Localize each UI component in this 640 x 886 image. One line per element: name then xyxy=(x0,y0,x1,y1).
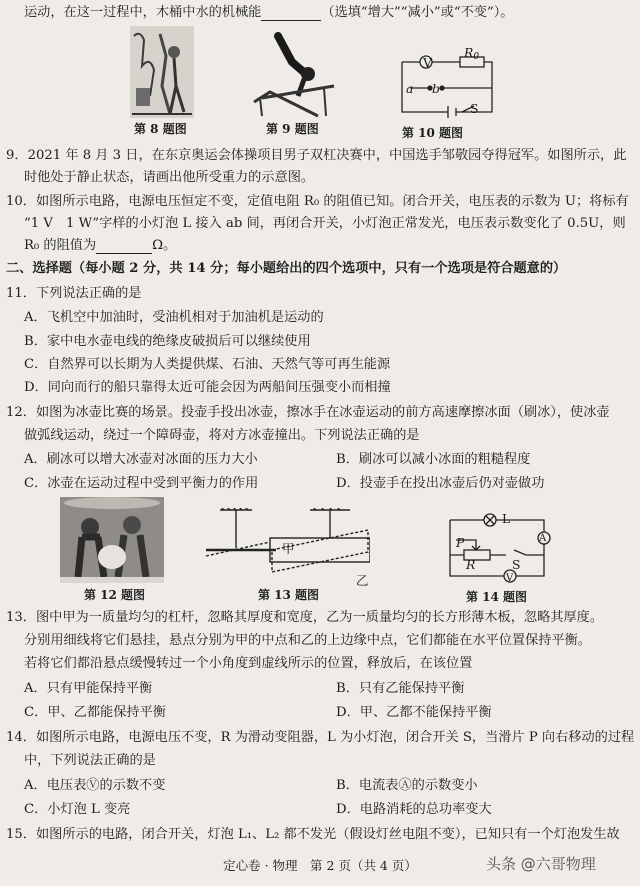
q10-line3: R₀ 的阻值为 Ω。 xyxy=(24,238,177,253)
fig13-label-yi: 乙 xyxy=(356,573,369,588)
watermark: 头条 @六哥物理 xyxy=(486,855,596,873)
fig12-curling-photo xyxy=(60,497,164,583)
q11-option-c[interactable]: C．自然界可以长期为人类提供煤、石油、天然气等可再生能源 xyxy=(24,357,391,372)
exam-page: 运动，在这一过程中，木桶中水的机械能 （选填“增大”“减小”或“不变”）。 第 8 题图 第 9 题图 V $R_0$ a b S 第 10 题图 9．2021 年 8 月 3 日，在东京奥运会体操项目男子双杠决赛中，中国选手邹敬园夺得冠军。如图所示，此 时他处于静止状态，请画出他所受重力的示意图。 10．如图所示电路，电源电压恒定不变，定值电阻 R₀ 的阻值已知。闭合开关，电压表的示数为 U；将标有 “1 V 1 W”字样的小灯泡 L 接入 ab 间，再闭合开关，小灯泡正常发光，电压表示数变化了 0.5U，则 R₀ 的阻值为 Ω。 二、选择题（每小题 2 分，共 14 分；每小题给出的四个选项中，只有一个选项是符合题意的） 11．下列说法正确的是 A．飞机空中加油时，受油机相对于加油机是运动的 B．家中电水壶电线的绝缘皮破损后可以继续使用 C．自然界可以长期为人类提供煤、石油、天然气等可再生能源 D．同向而行的船只靠得太近可能会因为两船间压强变小而相撞 12．如图为冰壶比赛的场景。投壶手投出冰壶，擦冰手在冰壶运动的前方高速摩擦冰面（刷冰），使冰壶 做弧线运动，绕过一个障碍壶，将对方冰壶撞出。下列说法正确的是 A．刷冰可以增大冰壶对冰面的压力大小 B．刷冰可以减小冰面的粗糙程度 C．冰壶在运动过程中受到平衡力的作用 D．投壶手在投出冰壶后仍对壶做功 第 12 题图 甲 乙 第 13 题图 L A P R S V 第 14 题图 13．图中甲为一质量均匀的杠杆，忽略其厚度和宽度，乙为一质量均匀的长方形薄木板，忽略其厚度。 分别用细线将它们悬挂，悬点分别为甲的中点和乙的上边缘中点，它们都能在水平位置保持平衡。 若将它们都沿悬点缓慢转过一个小角度到虚线所示的位置，释放后，在该位置 A．只有甲能保持平衡 B．只有乙能保持平衡 C．甲、乙都能保持平衡 D．甲、乙都不能保持平衡 14．如图所示电路，电源电压不变，R 为滑动变阻器，L 为小灯泡，闭合开关 S，当滑片 P 向右移动的过程 中，下列说法正确的是 A．电压表Ⓥ的示数不变 B．电流表Ⓐ的示数变小 C．小灯泡 L 变亮 D．电路消耗的总功率变大 15．如图所示的电路，闭合开关，灯泡 L₁、L₂ 都不发光（假设灯丝电阻不变），已知只有一个灯泡发生故 定心卷 · 物理 第 2 页（共 4 页） 头条 @六哥物理 xyxy=(0,0,640,886)
q13-option-b[interactable]: B．只有乙能保持平衡 xyxy=(336,681,465,696)
caption-fig9: 第 9 题图 xyxy=(266,122,319,136)
q13-line3: 若将它们都沿悬点缓慢转过一个小角度到虚线所示的位置，释放后，在该位置 xyxy=(24,656,473,671)
caption-fig8: 第 8 题图 xyxy=(134,122,187,136)
q12-option-d[interactable]: D．投壶手在投出冰壶后仍对壶做功 xyxy=(336,476,545,491)
caption-fig14: 第 14 题图 xyxy=(466,590,528,604)
q12-line2: 做弧线运动，绕过一个障碍壶，将对方冰壶撞出。下列说法正确的是 xyxy=(24,428,420,443)
q13-line2: 分别用细线将它们悬挂，悬点分别为甲的中点和乙的上边缘中点，它们都能在水平位置保持平衡。 xyxy=(24,633,592,648)
q12-option-b[interactable]: B．刷冰可以减小冰面的粗糙程度 xyxy=(336,452,531,467)
q11-stem: 11．下列说法正确的是 xyxy=(6,286,142,301)
q14-option-c[interactable]: C．小灯泡 L 变亮 xyxy=(24,802,131,817)
fig9-parallel-bars xyxy=(248,32,338,118)
caption-fig13: 第 13 题图 xyxy=(258,588,320,602)
q11-option-b[interactable]: B．家中电水壶电线的绝缘皮破损后可以继续使用 xyxy=(24,334,311,349)
answer-blank[interactable] xyxy=(261,20,321,21)
q13-option-c[interactable]: C．甲、乙都能保持平衡 xyxy=(24,705,166,720)
caption-fig12: 第 12 题图 xyxy=(84,588,146,602)
q14-option-b[interactable]: B．电流表Ⓐ的示数变小 xyxy=(336,778,478,793)
q14-line2: 中，下列说法正确的是 xyxy=(24,753,156,768)
fig8-image xyxy=(130,26,194,118)
fig10-label-r: $R_0$ xyxy=(464,45,480,62)
q11-option-a[interactable]: A．飞机空中加油时，受油机相对于加油机是运动的 xyxy=(24,310,324,325)
q7-line: 运动，在这一过程中，木桶中水的机械能 （选填“增大”“减小”或“不变”）。 xyxy=(24,5,514,20)
q10-line2: “1 V 1 W”字样的小灯泡 L 接入 ab 间，再闭合开关，小灯泡正常发光，电压表示数变化了 0.5U，则 xyxy=(24,216,626,231)
q9-line1: 9．2021 年 8 月 3 日，在东京奥运会体操项目男子双杠决赛中，中国选手邹敬园夺得冠军。如图所示，此 xyxy=(6,148,627,163)
q14-option-d[interactable]: D．电路消耗的总功率变大 xyxy=(336,802,492,817)
q12-option-c[interactable]: C．冰壶在运动过程中受到平衡力的作用 xyxy=(24,476,259,491)
section-title: 二、选择题（每小题 2 分，共 14 分；每小题给出的四个选项中，只有一个选项是符合题意的） xyxy=(6,261,567,276)
q11-option-d[interactable]: D．同向而行的船只靠得太近可能会因为两船间压强变小而相撞 xyxy=(24,380,391,395)
q9-line2: 时他处于静止状态，请画出他所受重力的示意图。 xyxy=(24,170,315,185)
q13-option-a[interactable]: A．只有甲能保持平衡 xyxy=(24,681,153,696)
q10-line1: 10．如图所示电路，电源电压恒定不变，定值电阻 R₀ 的阻值已知。闭合开关，电压表的示数为 U；将标有 xyxy=(6,194,629,209)
q13-option-d[interactable]: D．甲、乙都不能保持平衡 xyxy=(336,705,492,720)
q14-option-a[interactable]: A．电压表Ⓥ的示数不变 xyxy=(24,778,166,793)
q15-line1: 15．如图所示的电路，闭合开关，灯泡 L₁、L₂ 都不发光（假设灯丝电阻不变），已知只有一个灯泡发生故 xyxy=(6,827,620,842)
answer-blank[interactable] xyxy=(96,253,152,254)
q13-line1: 13．图中甲为一质量均匀的杠杆，忽略其厚度和宽度，乙为一质量均匀的长方形薄木板，忽略其厚度。 xyxy=(6,610,604,625)
q12-option-a[interactable]: A．刷冰可以增大冰壶对冰面的压力大小 xyxy=(24,452,258,467)
caption-fig10: 第 10 题图 xyxy=(402,126,464,140)
page-footer: 定心卷 · 物理 第 2 页（共 4 页） xyxy=(223,858,417,873)
q14-line1: 14．如图所示电路，电源电压不变，R 为滑动变阻器，L 为小灯泡，闭合开关 S，当滑片 P 向右移动的过程 xyxy=(6,730,635,745)
q12-line1: 12．如图为冰壶比赛的场景。投壶手投出冰壶，擦冰手在冰壶运动的前方高速摩擦冰面（刷冰），使冰壶 xyxy=(6,405,610,420)
fig13-label-jia: 甲 xyxy=(282,541,295,556)
